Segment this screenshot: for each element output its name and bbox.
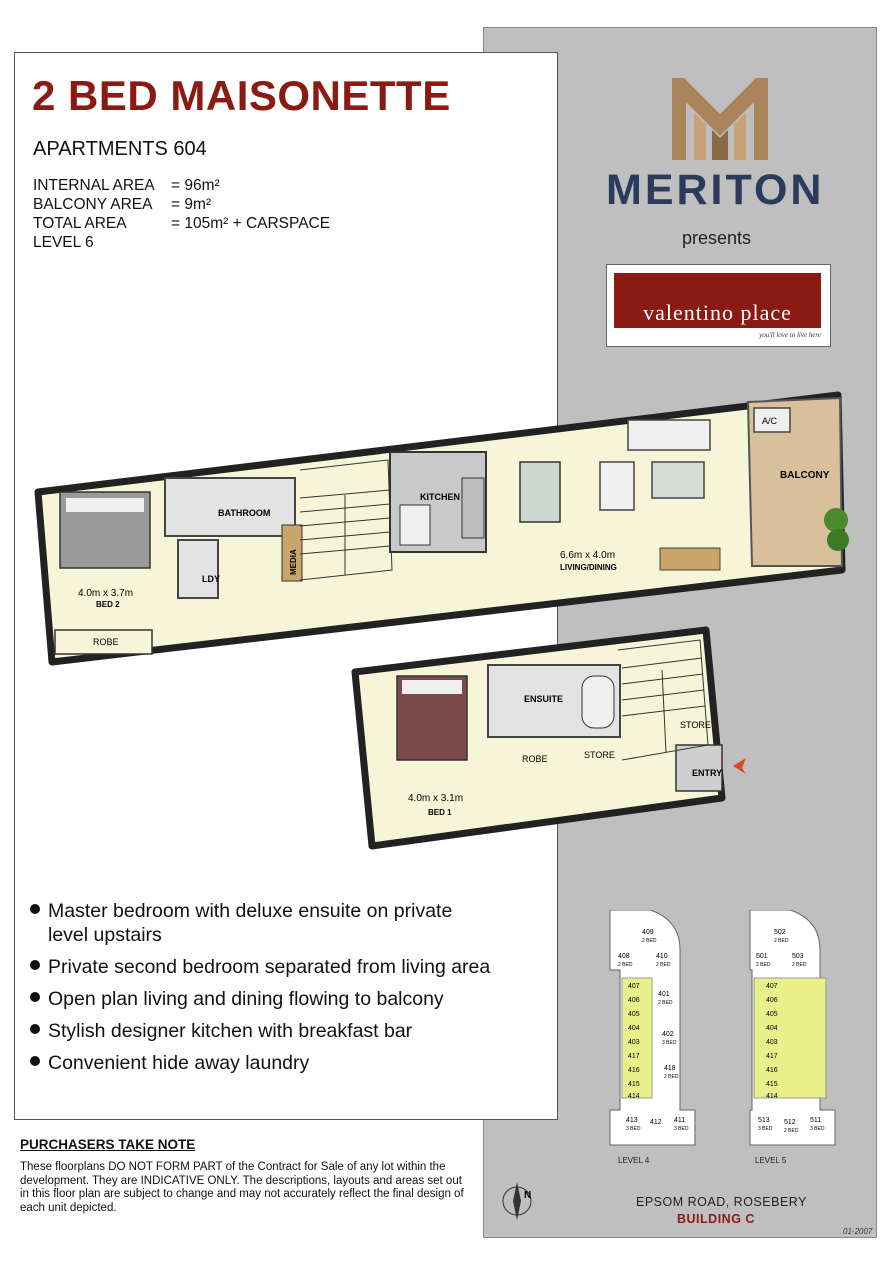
- kp4-unit: 403: [628, 1039, 640, 1046]
- kp4-beds: 2 BED: [658, 1000, 673, 1006]
- spec-value-internal: = 96m²: [171, 177, 220, 194]
- keyplan-level4-label: LEVEL 4: [618, 1156, 650, 1165]
- kp4-unit: 411: [674, 1117, 686, 1124]
- kp4-beds: 2 BED: [664, 1074, 679, 1080]
- label-store-lower: STORE: [584, 750, 615, 760]
- kp4-unit: 406: [628, 997, 640, 1004]
- keyplan-level5-label: LEVEL 5: [755, 1156, 787, 1165]
- kp4-beds: 3 BED: [626, 1126, 641, 1132]
- spec-value-total: = 105m² + CARSPACE: [171, 215, 331, 232]
- kp4-beds: 2 BED: [642, 938, 657, 944]
- spec-label-balcony: BALCONY AREA: [33, 196, 153, 213]
- address: EPSOM ROAD, ROSEBERY: [636, 1195, 807, 1209]
- kp4-unit: 404: [628, 1025, 640, 1032]
- kp5-unit: 502: [774, 929, 786, 936]
- label-kitchen: KITCHEN: [420, 492, 460, 502]
- kp5-unit: 417: [766, 1053, 778, 1060]
- kp5-beds: 3 BED: [810, 1126, 825, 1132]
- page-title: 2 BED MAISONETTE: [32, 72, 451, 119]
- notice-body: These floorplans DO NOT FORM PART of the Contract for Sale of any lot within the development. They are INDICATIVE ONLY. The descriptions, layouts and areas set out in this floor plan are subject to change and may not accurately reflect the final design of each unit depicted.: [20, 1161, 464, 1214]
- kp4-beds: 2 BED: [656, 962, 671, 968]
- version-code: 01-2007: [843, 1227, 873, 1236]
- label-robe-lower: ROBE: [522, 754, 548, 764]
- kp5-unit: 403: [766, 1039, 778, 1046]
- feature-item-continuation: level upstairs: [48, 924, 162, 946]
- keyplan-level4: [610, 910, 695, 1145]
- label-ldy: LDY: [202, 574, 220, 584]
- kp5-beds: 2 BED: [784, 1128, 799, 1134]
- kp4-unit: 413: [626, 1117, 638, 1124]
- kp4-beds: 3 BED: [674, 1126, 689, 1132]
- kp5-unit: 503: [792, 953, 804, 960]
- kp4-unit: 416: [628, 1067, 640, 1074]
- kp4-unit: 405: [628, 1011, 640, 1018]
- kp5-unit: 512: [784, 1119, 796, 1126]
- kp5-unit: 406: [766, 997, 778, 1004]
- notice-heading: PURCHASERS TAKE NOTE: [20, 1137, 196, 1152]
- kp5-unit: 513: [758, 1117, 770, 1124]
- label-media: MEDIA: [289, 549, 298, 575]
- kp5-unit: 415: [766, 1081, 778, 1088]
- kp5-unit: 405: [766, 1011, 778, 1018]
- kp4-unit: 410: [656, 953, 668, 960]
- feature-item: Master bedroom with deluxe ensuite on private: [30, 895, 490, 927]
- spec-value-balcony: = 9m²: [171, 196, 212, 213]
- label-ac: A/C: [762, 416, 778, 426]
- upper-floor-plan: [38, 395, 849, 662]
- label-bed1: BED 1: [428, 808, 452, 817]
- kp4-unit: 409: [642, 929, 654, 936]
- label-bed2: BED 2: [96, 600, 120, 609]
- kp4-unit: 415: [628, 1081, 640, 1088]
- label-store-right: STORE: [680, 720, 711, 730]
- label-entry: ENTRY: [692, 768, 723, 778]
- kp4-unit: 418: [664, 1065, 676, 1072]
- feature-item: Private second bedroom separated from living area: [30, 951, 490, 983]
- kp4-unit: 412: [650, 1119, 662, 1126]
- kp5-unit: 404: [766, 1025, 778, 1032]
- label-living: LIVING/DINING: [560, 563, 617, 572]
- label-living-size: 6.6m x 4.0m: [560, 550, 616, 561]
- spec-label-total: TOTAL AREA: [33, 215, 127, 232]
- kp5-beds: 2 BED: [774, 938, 789, 944]
- building-name: BUILDING C: [677, 1212, 755, 1226]
- lower-floor-plan: [355, 630, 746, 846]
- feature-list: [30, 895, 490, 1079]
- kp5-beds: 2 BED: [792, 962, 807, 968]
- development-name: valentino place: [643, 300, 792, 325]
- development-tagline: you'll love to live here: [759, 331, 821, 339]
- label-bed1-size: 4.0m x 3.1m: [408, 793, 464, 804]
- compass-icon: [492, 1176, 542, 1226]
- kp5-beds: 3 BED: [758, 1126, 773, 1132]
- kp5-unit: 414: [766, 1093, 778, 1100]
- keyplan-level5: [750, 910, 835, 1145]
- presents-text: presents: [682, 228, 752, 248]
- feature-item: Stylish designer kitchen with breakfast bar: [30, 1015, 490, 1047]
- label-bed2-size: 4.0m x 3.7m: [78, 588, 134, 599]
- kp5-unit: 511: [810, 1117, 822, 1124]
- feature-item: Open plan living and dining flowing to balcony: [30, 983, 490, 1015]
- keyplans: [600, 910, 850, 1150]
- spec-label-level: LEVEL 6: [33, 234, 94, 251]
- kp4-beds: 2 BED: [618, 962, 633, 968]
- kp4-unit: 402: [662, 1031, 674, 1038]
- brand-name: MERITON: [606, 166, 825, 214]
- kp5-beds: 2 BED: [756, 962, 771, 968]
- kp4-unit: 401: [658, 991, 670, 998]
- kp5-unit: 501: [756, 953, 768, 960]
- kp4-unit: 414: [628, 1093, 640, 1100]
- apartment-number: APARTMENTS 604: [33, 138, 207, 160]
- compass-north-label: N: [524, 1190, 532, 1201]
- kp4-unit: 417: [628, 1053, 640, 1060]
- kp4-beds: 3 BED: [662, 1040, 677, 1046]
- feature-item: Convenient hide away laundry: [30, 1047, 490, 1079]
- kp5-unit: 416: [766, 1067, 778, 1074]
- label-robe-upper: ROBE: [93, 637, 119, 647]
- kp4-unit: 408: [618, 953, 630, 960]
- spec-label-internal: INTERNAL AREA: [33, 177, 155, 194]
- kp5-unit: 407: [766, 983, 778, 990]
- kp4-unit: 407: [628, 983, 640, 990]
- label-bathroom: BATHROOM: [218, 508, 271, 518]
- label-balcony: BALCONY: [780, 470, 830, 481]
- label-ensuite: ENSUITE: [524, 694, 564, 704]
